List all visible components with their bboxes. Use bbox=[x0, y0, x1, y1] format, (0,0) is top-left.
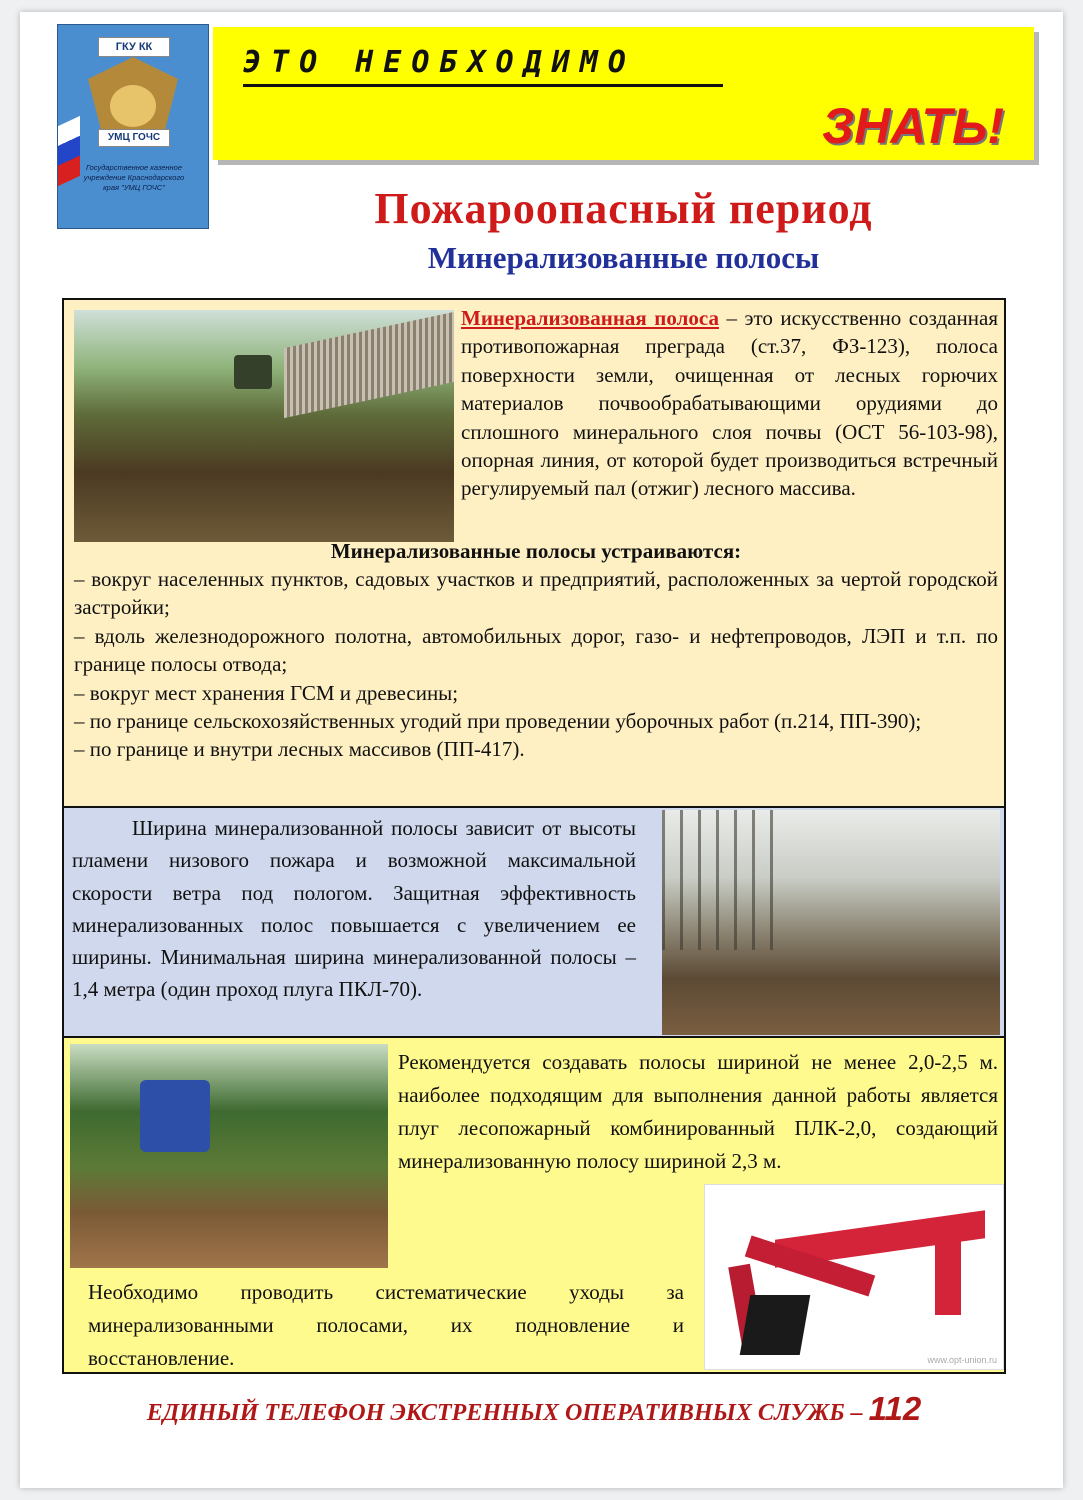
tractor-shape bbox=[140, 1080, 210, 1152]
footer-text: ЕДИНЫЙ ТЕЛЕФОН ЭКСТРЕННЫХ ОПЕРАТИВНЫХ СЛУЖБ – bbox=[146, 1400, 869, 1426]
definition-section bbox=[62, 298, 1006, 808]
list-item: – по границе и внутри лесных массивов (ПП-417). bbox=[74, 737, 525, 762]
recommendation-text: Рекомендуется создавать полосы шириной не менее 2,0-2,5 м. наиболее подходящим для выполнения данной работы является плуг лесопожарный комбинированный ПЛК-2,0, создающий минерализованную полосу шириной 2,3 м. bbox=[398, 1050, 998, 1173]
plk-plow-photo bbox=[704, 1184, 1004, 1370]
recommendation-section bbox=[62, 1036, 1006, 1374]
logo-caption: Государственное казенное учреждение Краснодарского края "УМЦ ГОЧС" bbox=[83, 163, 185, 192]
definition-text bbox=[461, 304, 998, 503]
page-title: Пожароопасный период bbox=[374, 184, 873, 233]
plow-blade-shape bbox=[740, 1295, 811, 1355]
banner-underline bbox=[243, 84, 723, 87]
page-subtitle: Минерализованные полосы bbox=[427, 240, 820, 275]
emergency-number: 112 bbox=[868, 1390, 922, 1427]
header-banner bbox=[213, 27, 1034, 160]
tractor-plowing-photo bbox=[74, 310, 454, 542]
maintenance-text: Необходимо проводить систематические уходы за минерализованными полосами, их подновление и восстановление. bbox=[88, 1280, 684, 1370]
logo-top-text: ГКУ КК bbox=[98, 37, 170, 57]
banner-big-text: ЗНАТЬ! bbox=[822, 98, 1004, 154]
list-heading: Минерализованные полосы устраиваются: bbox=[330, 539, 742, 563]
russian-flag-icon bbox=[58, 116, 80, 186]
definition-body: – это искусственно созданная противопожарная преграда (ст.37, ФЗ-123), полоса поверхности земли, очищенная от лесных горючих материалов почвообрабатывающими орудиями до сплошного минерального слоя почвы (ОСТ 56-103-98), опорная линия, от которой будет производиться встречный регулируемый пал (отжиг) лесного массива. bbox=[461, 306, 998, 501]
emergency-phone-footer bbox=[62, 1390, 1006, 1428]
usage-list bbox=[74, 565, 998, 764]
burned-strip-photo bbox=[662, 810, 1000, 1035]
banner-top-text: ЭТО НЕОБХОДИМО bbox=[243, 45, 636, 80]
list-item: – вокруг мест хранения ГСМ и древесины; bbox=[74, 680, 459, 705]
blue-tractor-photo bbox=[70, 1044, 388, 1268]
plow-post-shape bbox=[935, 1225, 961, 1315]
tractor-shape bbox=[234, 355, 272, 389]
list-item: – вокруг населенных пунктов, садовых участков и предприятий, расположенных за чертой городской застройки; bbox=[74, 567, 998, 620]
width-text: Ширина минерализованной полосы зависит от высоты пламени низового пожара и возможной максимальной скорости ветра под пологом. Защитная эффективность минерализованных полос повышается с увеличением ее ширины. Минимальная ширина минерализованной полосы – 1,4 метра (один проход плуга ПКЛ-70). bbox=[72, 816, 636, 1002]
emblem-icon bbox=[110, 85, 156, 127]
fence-shape bbox=[284, 312, 454, 418]
list-item: – вдоль железнодорожного полотна, автомобильных дорог, газо- и нефтепроводов, ЛЭП и т.п. по границе полосы отвода; bbox=[74, 623, 998, 677]
term-label: Минерализованная полоса bbox=[461, 306, 719, 330]
trees-shape bbox=[662, 810, 782, 950]
list-item: – по границе сельскохозяйственных угодий при проведении уборочных работ (п.214, ПП-390); bbox=[74, 709, 922, 734]
photo-watermark: www.opt-union.ru bbox=[927, 1355, 997, 1365]
logo-ribbon-text: УМЦ ГОЧС bbox=[98, 129, 170, 147]
umc-gochs-logo bbox=[57, 24, 209, 229]
width-section bbox=[62, 806, 1006, 1038]
